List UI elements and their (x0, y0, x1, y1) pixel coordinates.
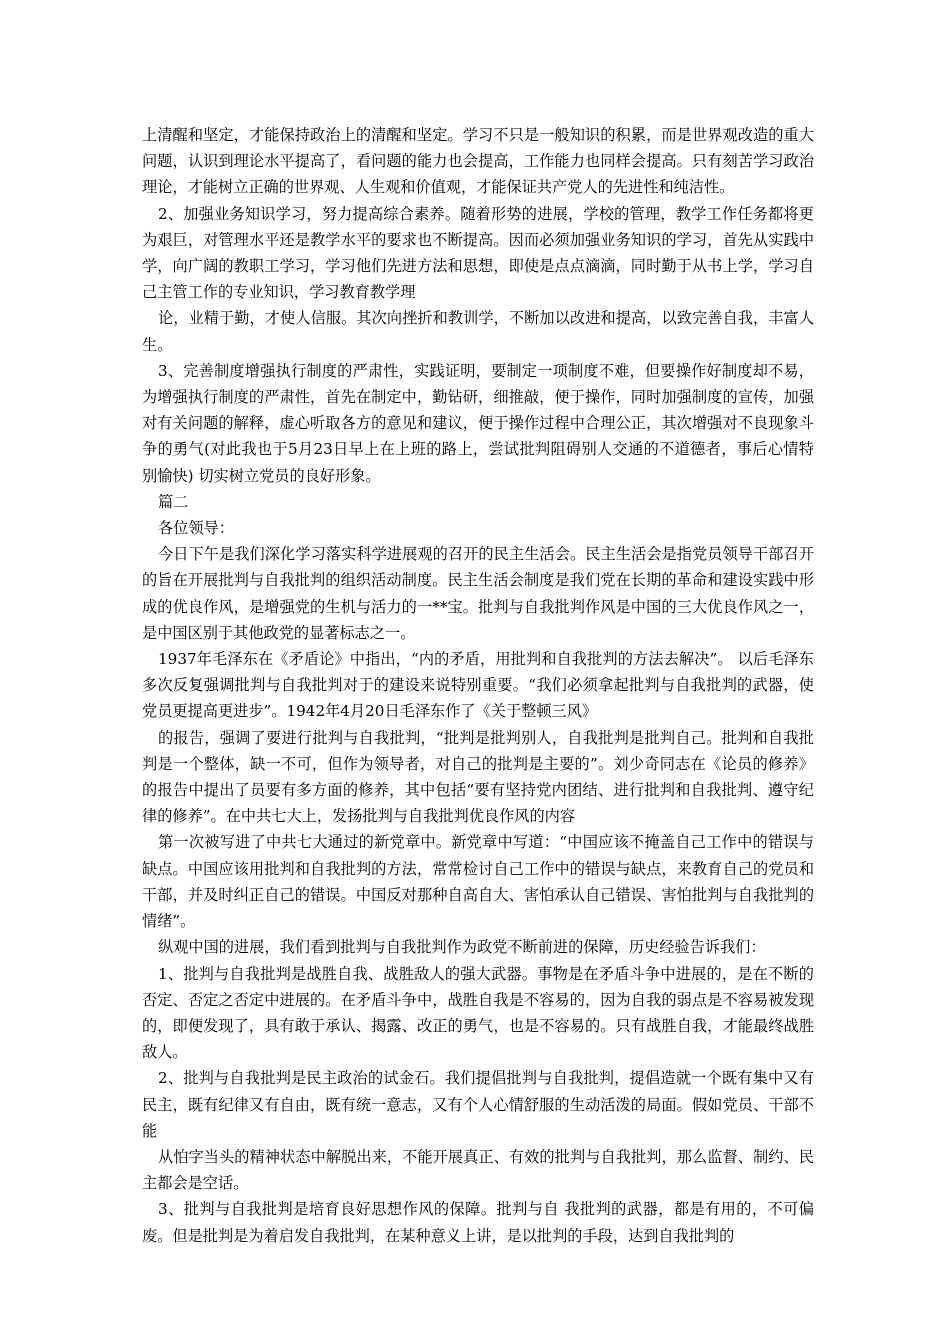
body-paragraph: 论，业精于勤，才使人信服。其次向挫折和教训学，不断加以改进和提高，以致完善自我，丰富人生。 (142, 309, 814, 354)
body-paragraph: 1937年毛泽东在《矛盾论》中指出，“内的矛盾，用批判和自我批判的方法去解决”。 以后毛泽东多次反复强调批判与自我批判对于的建设来说特别重要。“我们必须拿起批判与自我批判的武器，使党员更提高更进步”。1942年4月20日毛泽东作了《关于整顿三风》 (142, 650, 814, 721)
body-paragraph: 从怕字当头的精神状态中解脱出来，不能开展真正、有效的批判与自我批判，那么监督、制约、民主都会是空话。 (142, 1147, 814, 1193)
body-paragraph: 3、批判与自我批判是培育良好思想作风的保障。批判与自 我批判的武器，都是有用的，不可偏废。但是批判是为着启发自我批判，在某种意义上讲，是以批判的手段，达到自我批判的 (142, 1200, 814, 1245)
body-paragraph: 3、完善制度增强执行制度的严肃性，实践证明，要制定一项制度不难，但要操作好制度却不易，为增强执行制度的严肃性，首先在制定中，勤钻研，细推敲，便于操作，同时加强制度的宣传，加强对有关问题的解释，虚心听取各方的意见和建议，便于操作过程中合理公正，其次增强对不良现象斗争的勇气(对此我也于5月23日早上在上班的路上，尝试批判阻碍别人交通的不道德者，事后心情特别愉快) 切实树立党员的良好形象。 (142, 361, 814, 485)
section-heading: 篇二 (158, 492, 189, 511)
body-paragraph: 上清醒和坚定，才能保持政治上的清醒和坚定。学习不只是一般知识的积累，而是世界观改造的重大问题，认识到理论水平提高了，看问题的能力也会提高，工作能力也同样会提高。只有刻苦学习政治理论，才能树立正确的世界观、人生观和价值观，才能保证共产党人的先进性和纯洁性。 (142, 126, 814, 197)
body-paragraph: 的报告，强调了要进行批判与自我批判，“批判是批判别人，自我批判是批判自己。批判和自我批判是一个整体，缺一不可，但作为领导者，对自己的批判是主要的”。刘少奇同志在《论员的修养》的报告中提出了员要有多方面的修养，其中包括“要有坚持党内团结、进行批判和自我批判、遵守纪律的修养”。在中共七大上，发扬批判与自我批判优良作风的内容 (142, 728, 814, 826)
body-paragraph: 纵观中国的进展，我们看到批判与自我批判作为政党不断前进的保障，历史经验告诉我们： (158, 938, 766, 957)
salutation: 各位领导： (158, 519, 234, 538)
body-paragraph: 今日下午是我们深化学习落实科学进展观的召开的民主生活会。民主生活会是指党员领导干部召开的旨在开展批判与自我批判的组织活动制度。民主生活会制度是我们党在长期的革命和建设实践中形成的优良作风，是增强党的生机与活力的一**宝。批判与自我批判作风是中国的三大优良作风之一，是中国区别于其他政党的显著标志之一。 (142, 545, 814, 642)
body-paragraph: 第一次被写进了中共七大通过的新党章中。新党章中写道：“中国应该不掩盖自己工作中的错误与缺点。中国应该用批判和自我批判的方法，常常检讨自己工作中的错误与缺点，来教育自己的党员和干部，并及时纠正自己的错误。中国反对那种自高自大、害怕承认自己错误、害怕批判与自我批判的情绪”。 (142, 833, 814, 931)
body-paragraph: 1、批判与自我批判是战胜自我、战胜敌人的强大武器。事物是在矛盾斗争中进展的，是在不断的否定、否定之否定中进展的。在矛盾斗争中，战胜自我是不容易的，因为自我的弱点是不容易被发现的，即便发现了，具有敢于承认、揭露、改正的勇气，也是不容易的。只有战胜自我，才能最终战胜敌人。 (142, 964, 814, 1062)
body-paragraph: 2、批判与自我批判是民主政治的试金石。我们提倡批判与自我批判，提倡造就一个既有集中又有民主，既有纪律又有自由，既有统一意志，又有个人心情舒服的生动活泼的局面。假如党员、干部不能 (142, 1069, 814, 1140)
body-paragraph: 2、加强业务知识学习，努力提高综合素养。随着形势的进展，学校的管理，教学工作任务都将更为艰巨，对管理水平还是教学水平的要求也不断提高。因而必须加强业务知识的学习，首先从实践中学，向广阔的教职工学习，学习他们先进方法和思想，即使是点点滴滴，同时勤于从书上学，学习自己主管工作的专业知识，学习教育教学理 (142, 204, 814, 302)
document-page (142, 122, 814, 1249)
